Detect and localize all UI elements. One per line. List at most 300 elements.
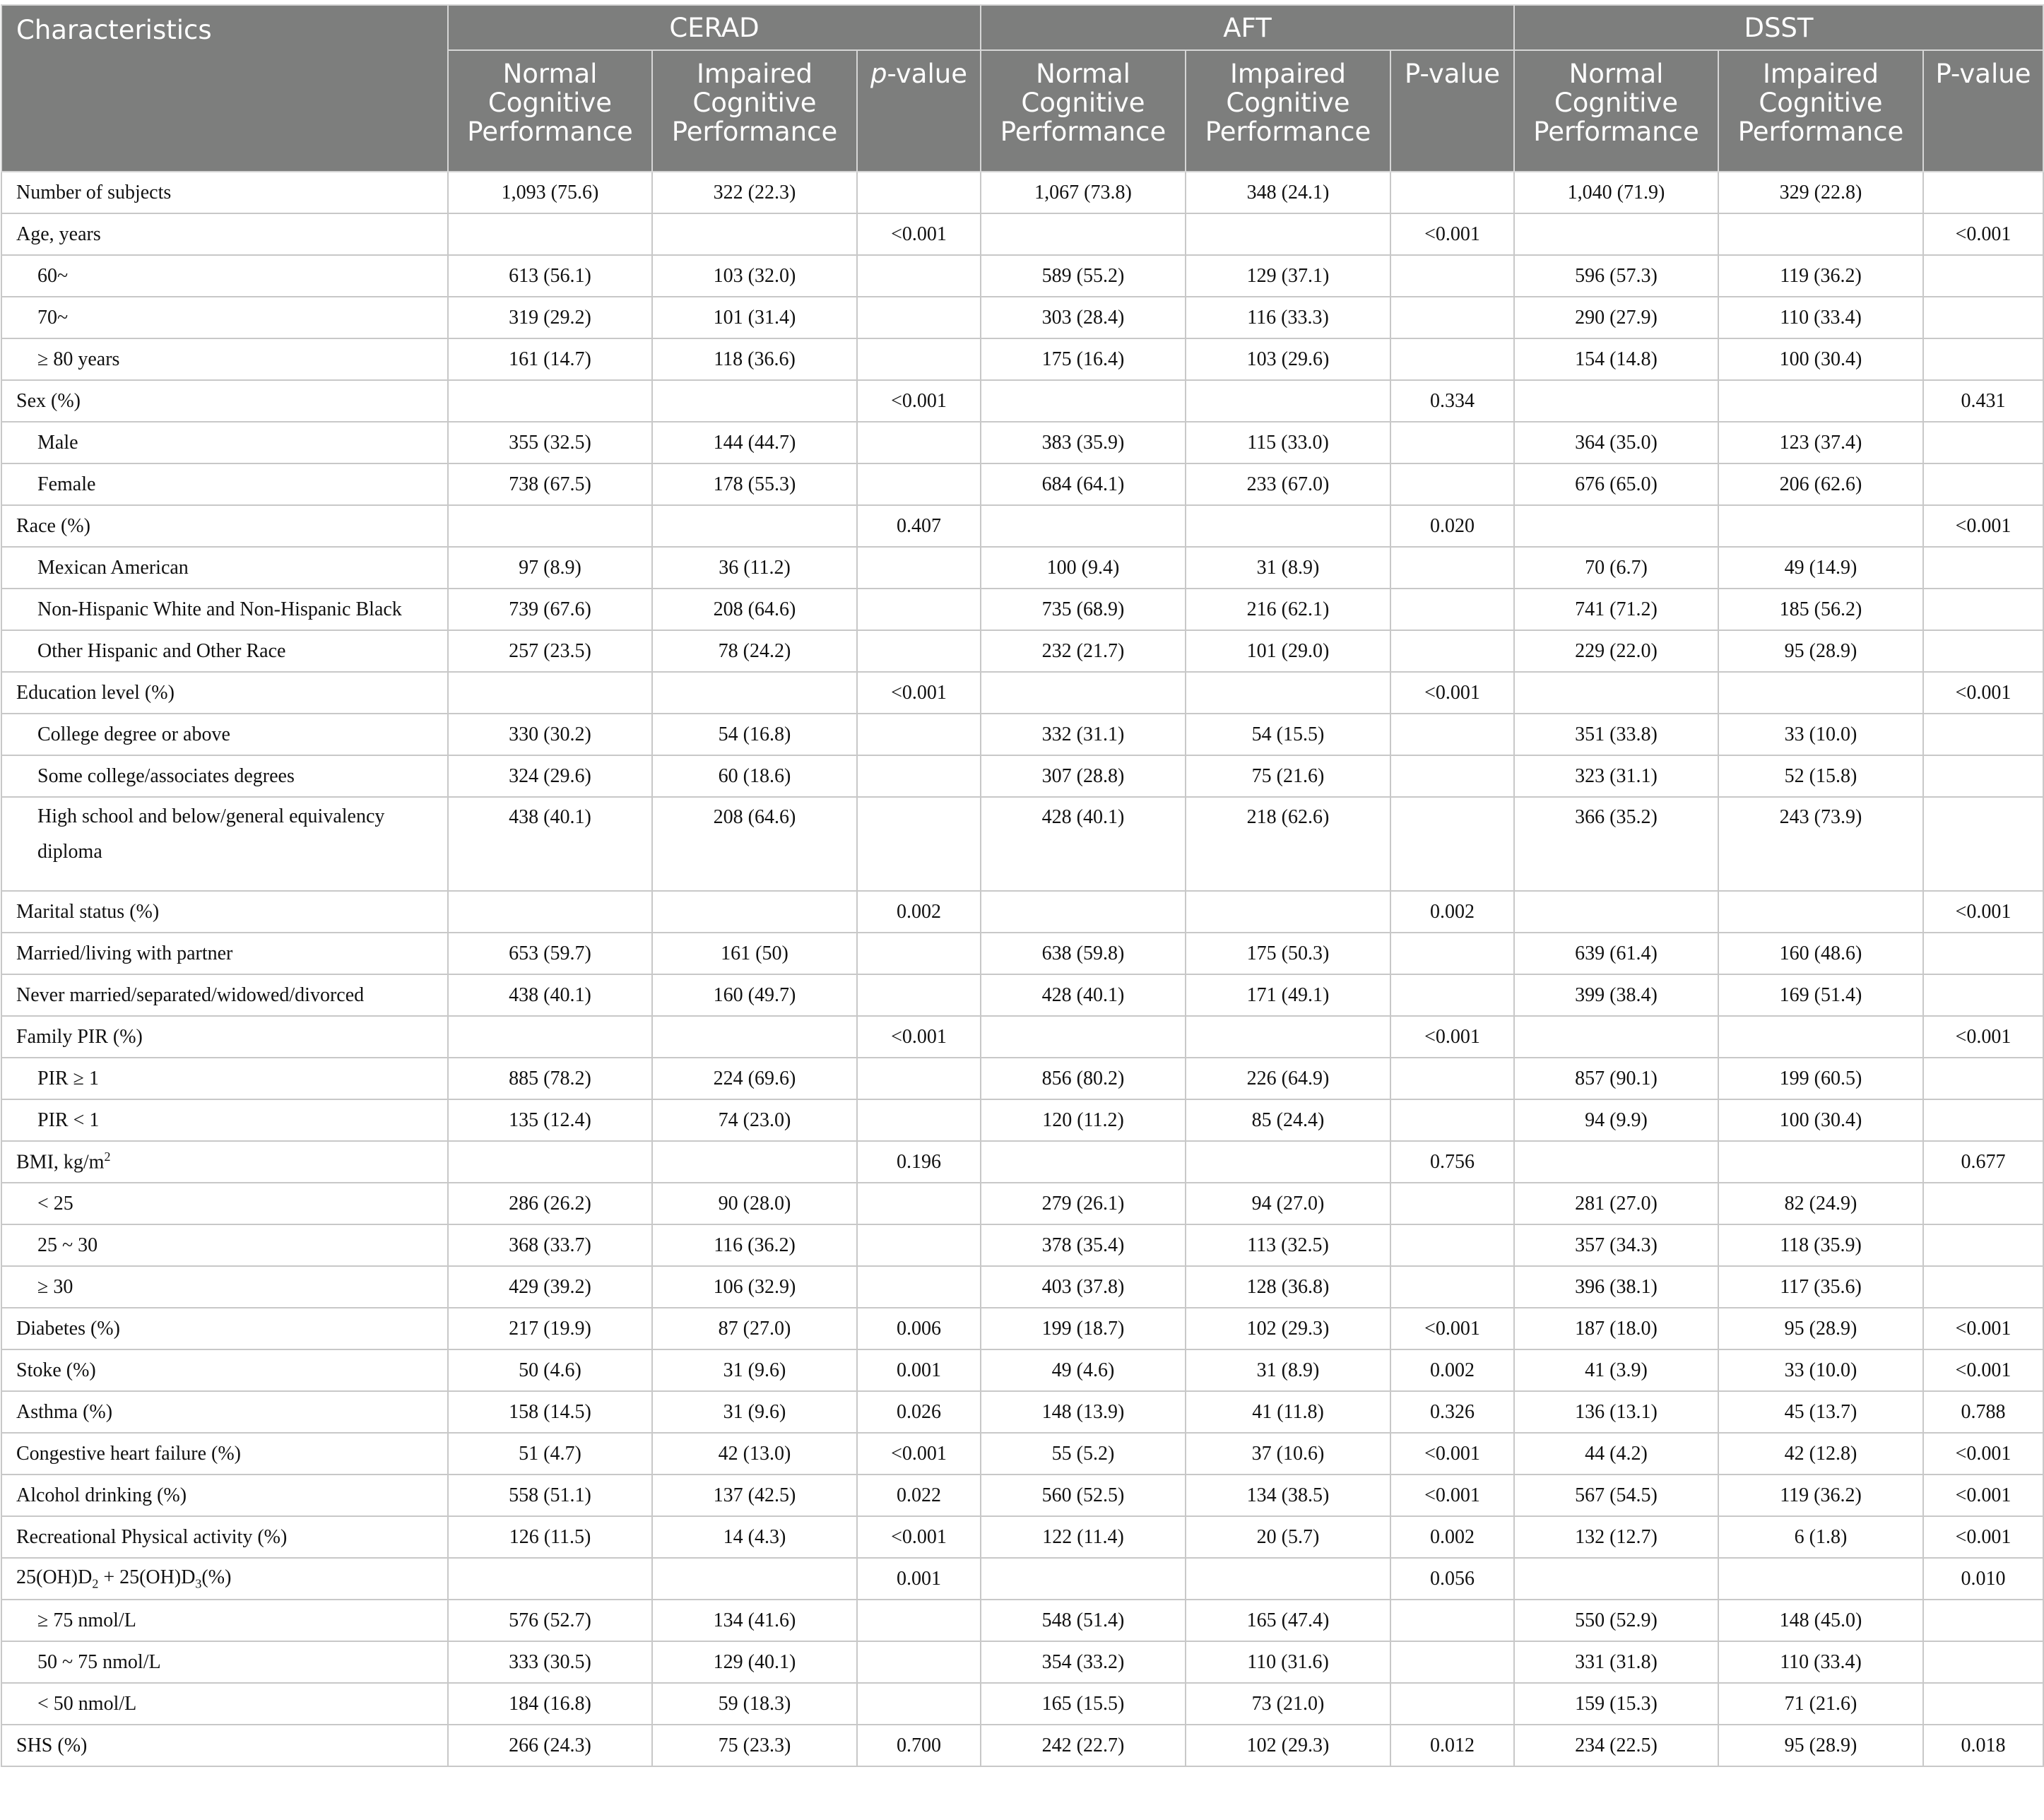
aft-normal-cell: 232 (21.7) xyxy=(981,630,1186,672)
dsst-pvalue-cell xyxy=(1923,255,2043,297)
cerad-impaired-cell: 178 (55.3) xyxy=(652,463,857,505)
dsst-normal-cell: 364 (35.0) xyxy=(1514,422,1718,463)
cerad-normal-cell xyxy=(448,380,652,422)
cerad-impaired-cell: 31 (9.6) xyxy=(652,1349,857,1391)
cerad-pvalue-cell: 0.026 xyxy=(857,1391,981,1433)
table-row xyxy=(1,213,2043,255)
table-row xyxy=(1,891,2043,933)
cerad-impaired-cell xyxy=(652,1141,857,1183)
cerad-pvalue-cell: <0.001 xyxy=(857,1016,981,1058)
row-label: ≥ 30 xyxy=(1,1266,448,1308)
dsst-impaired-cell: 148 (45.0) xyxy=(1718,1600,1923,1641)
aft-impaired-cell: 31 (8.9) xyxy=(1186,1349,1390,1391)
dsst-impaired-cell xyxy=(1718,505,1923,547)
cerad-normal-cell: 576 (52.7) xyxy=(448,1600,652,1641)
dsst-pvalue-cell: <0.001 xyxy=(1923,505,2043,547)
cerad-pvalue-cell xyxy=(857,714,981,755)
table-row xyxy=(1,1224,2043,1266)
aft-pvalue-cell xyxy=(1390,797,1514,891)
aft-impaired-cell: 175 (50.3) xyxy=(1186,933,1390,974)
dsst-normal-cell: 44 (4.2) xyxy=(1514,1433,1718,1475)
cerad-impaired-cell: 134 (41.6) xyxy=(652,1600,857,1641)
aft-impaired-cell: 115 (33.0) xyxy=(1186,422,1390,463)
dsst-pvalue-cell xyxy=(1923,933,2043,974)
cerad-pvalue-cell: 0.196 xyxy=(857,1141,981,1183)
aft-impaired-cell: 129 (37.1) xyxy=(1186,255,1390,297)
row-label: SHS (%) xyxy=(1,1725,448,1766)
table-row xyxy=(1,1475,2043,1516)
cerad-impaired-header: Impaired Cognitive Performance xyxy=(652,50,857,172)
table-row xyxy=(1,1683,2043,1725)
dsst-impaired-cell: 110 (33.4) xyxy=(1718,297,1923,338)
aft-normal-cell: 403 (37.8) xyxy=(981,1266,1186,1308)
row-label: Stoke (%) xyxy=(1,1349,448,1391)
aft-pvalue-cell: 0.002 xyxy=(1390,891,1514,933)
aft-normal-cell xyxy=(981,1016,1186,1058)
table-row xyxy=(1,297,2043,338)
aft-pvalue-cell: 0.002 xyxy=(1390,1516,1514,1558)
cerad-pvalue-cell xyxy=(857,297,981,338)
row-label: PIR ≥ 1 xyxy=(1,1058,448,1099)
cerad-pvalue-cell xyxy=(857,1099,981,1141)
cerad-normal-cell xyxy=(448,1016,652,1058)
dsst-normal-cell: 229 (22.0) xyxy=(1514,630,1718,672)
aft-impaired-cell: 110 (31.6) xyxy=(1186,1641,1390,1683)
aft-pvalue-cell xyxy=(1390,974,1514,1016)
aft-normal-cell: 378 (35.4) xyxy=(981,1224,1186,1266)
dsst-normal-cell: 596 (57.3) xyxy=(1514,255,1718,297)
dsst-impaired-cell: 199 (60.5) xyxy=(1718,1058,1923,1099)
row-label: Other Hispanic and Other Race xyxy=(1,630,448,672)
cerad-pvalue-cell: 0.700 xyxy=(857,1725,981,1766)
aft-normal-header: Normal Cognitive Performance xyxy=(981,50,1186,172)
aft-pvalue-cell: <0.001 xyxy=(1390,672,1514,714)
table-row xyxy=(1,1141,2043,1183)
characteristics-table xyxy=(1,4,2044,1767)
cerad-normal-cell xyxy=(448,1558,652,1600)
table-row xyxy=(1,255,2043,297)
row-label: PIR < 1 xyxy=(1,1099,448,1141)
dsst-pvalue-cell xyxy=(1923,589,2043,630)
aft-impaired-cell: 233 (67.0) xyxy=(1186,463,1390,505)
dsst-pvalue-cell: <0.001 xyxy=(1923,1349,2043,1391)
aft-normal-cell: 428 (40.1) xyxy=(981,797,1186,891)
dsst-normal-cell: 187 (18.0) xyxy=(1514,1308,1718,1349)
aft-impaired-cell: 37 (10.6) xyxy=(1186,1433,1390,1475)
aft-normal-cell: 856 (80.2) xyxy=(981,1058,1186,1099)
dsst-normal-cell: 281 (27.0) xyxy=(1514,1183,1718,1224)
dsst-pvalue-cell: <0.001 xyxy=(1923,1433,2043,1475)
row-label: Marital status (%) xyxy=(1,891,448,933)
cerad-normal-cell: 266 (24.3) xyxy=(448,1725,652,1766)
cerad-impaired-cell: 103 (32.0) xyxy=(652,255,857,297)
aft-normal-cell: 548 (51.4) xyxy=(981,1600,1186,1641)
cerad-impaired-cell xyxy=(652,891,857,933)
cerad-impaired-cell: 118 (36.6) xyxy=(652,338,857,380)
dsst-normal-cell: 234 (22.5) xyxy=(1514,1725,1718,1766)
dsst-normal-cell: 741 (71.2) xyxy=(1514,589,1718,630)
dsst-normal-cell: 290 (27.9) xyxy=(1514,297,1718,338)
aft-pvalue-cell: 0.756 xyxy=(1390,1141,1514,1183)
cerad-pvalue-cell: 0.002 xyxy=(857,891,981,933)
aft-impaired-cell: 102 (29.3) xyxy=(1186,1725,1390,1766)
row-label: Alcohol drinking (%) xyxy=(1,1475,448,1516)
cerad-normal-cell xyxy=(448,672,652,714)
aft-impaired-cell: 41 (11.8) xyxy=(1186,1391,1390,1433)
dsst-impaired-cell xyxy=(1718,1141,1923,1183)
cerad-impaired-cell xyxy=(652,213,857,255)
aft-pvalue-cell xyxy=(1390,172,1514,213)
table-row xyxy=(1,547,2043,589)
aft-pvalue-cell xyxy=(1390,1683,1514,1725)
aft-normal-cell: 354 (33.2) xyxy=(981,1641,1186,1683)
row-label: Congestive heart failure (%) xyxy=(1,1433,448,1475)
dsst-pvalue-cell xyxy=(1923,1224,2043,1266)
aft-impaired-cell xyxy=(1186,213,1390,255)
table-row xyxy=(1,505,2043,547)
aft-impaired-cell: 216 (62.1) xyxy=(1186,589,1390,630)
dsst-pvalue-cell xyxy=(1923,755,2043,797)
dsst-normal-cell: 550 (52.9) xyxy=(1514,1600,1718,1641)
cerad-pvalue-cell xyxy=(857,1183,981,1224)
dsst-normal-cell: 639 (61.4) xyxy=(1514,933,1718,974)
aft-impaired-cell: 54 (15.5) xyxy=(1186,714,1390,755)
table-body xyxy=(1,172,2043,1766)
table-row xyxy=(1,1600,2043,1641)
dsst-normal-cell: 567 (54.5) xyxy=(1514,1475,1718,1516)
aft-impaired-cell: 134 (38.5) xyxy=(1186,1475,1390,1516)
aft-normal-cell: 589 (55.2) xyxy=(981,255,1186,297)
cerad-impaired-cell: 42 (13.0) xyxy=(652,1433,857,1475)
dsst-impaired-cell: 33 (10.0) xyxy=(1718,1349,1923,1391)
aft-normal-cell: 279 (26.1) xyxy=(981,1183,1186,1224)
dsst-pvalue-cell xyxy=(1923,630,2043,672)
dsst-normal-cell: 70 (6.7) xyxy=(1514,547,1718,589)
aft-pvalue-cell: <0.001 xyxy=(1390,1433,1514,1475)
row-label: Mexican American xyxy=(1,547,448,589)
cerad-pvalue-cell xyxy=(857,463,981,505)
dsst-pvalue-cell: <0.001 xyxy=(1923,1308,2043,1349)
cerad-normal-cell: 97 (8.9) xyxy=(448,547,652,589)
dsst-impaired-cell: 82 (24.9) xyxy=(1718,1183,1923,1224)
dsst-impaired-cell: 49 (14.9) xyxy=(1718,547,1923,589)
cerad-group-header: CERAD xyxy=(448,5,981,50)
dsst-normal-cell: 132 (12.7) xyxy=(1514,1516,1718,1558)
aft-pvalue-cell: 0.056 xyxy=(1390,1558,1514,1600)
row-label: Some college/associates degrees xyxy=(1,755,448,797)
dsst-impaired-header: Impaired Cognitive Performance xyxy=(1718,50,1923,172)
aft-pvalue-cell xyxy=(1390,547,1514,589)
cerad-normal-cell: 158 (14.5) xyxy=(448,1391,652,1433)
cerad-impaired-cell: 129 (40.1) xyxy=(652,1641,857,1683)
aft-normal-cell: 638 (59.8) xyxy=(981,933,1186,974)
row-label: Female xyxy=(1,463,448,505)
cerad-pvalue-cell xyxy=(857,1266,981,1308)
characteristics-header: Characteristics xyxy=(1,5,448,172)
aft-pvalue-cell: <0.001 xyxy=(1390,1308,1514,1349)
aft-normal-cell: 120 (11.2) xyxy=(981,1099,1186,1141)
cerad-impaired-cell: 161 (50) xyxy=(652,933,857,974)
aft-group-header: AFT xyxy=(981,5,1514,50)
dsst-pvalue-cell: <0.001 xyxy=(1923,213,2043,255)
dsst-pvalue-cell: 0.018 xyxy=(1923,1725,2043,1766)
dsst-normal-cell xyxy=(1514,672,1718,714)
dsst-pvalue-cell xyxy=(1923,1058,2043,1099)
table-row xyxy=(1,1349,2043,1391)
cerad-normal-cell: 257 (23.5) xyxy=(448,630,652,672)
cerad-impaired-cell: 14 (4.3) xyxy=(652,1516,857,1558)
cerad-normal-cell: 613 (56.1) xyxy=(448,255,652,297)
dsst-impaired-cell: 95 (28.9) xyxy=(1718,1308,1923,1349)
row-label: ≥ 80 years xyxy=(1,338,448,380)
dsst-normal-cell xyxy=(1514,380,1718,422)
cerad-impaired-cell: 116 (36.2) xyxy=(652,1224,857,1266)
dsst-normal-cell: 331 (31.8) xyxy=(1514,1641,1718,1683)
row-label: Asthma (%) xyxy=(1,1391,448,1433)
aft-normal-cell: 684 (64.1) xyxy=(981,463,1186,505)
cerad-impaired-cell: 208 (64.6) xyxy=(652,797,857,891)
row-label: Married/living with partner xyxy=(1,933,448,974)
aft-normal-cell xyxy=(981,672,1186,714)
table-row xyxy=(1,1391,2043,1433)
cerad-impaired-cell xyxy=(652,380,857,422)
cerad-impaired-cell xyxy=(652,1016,857,1058)
cerad-pvalue-cell: 0.001 xyxy=(857,1349,981,1391)
cerad-impaired-cell: 224 (69.6) xyxy=(652,1058,857,1099)
dsst-pvalue-cell xyxy=(1923,797,2043,891)
cerad-pvalue-cell: 0.006 xyxy=(857,1308,981,1349)
cerad-normal-cell: 217 (19.9) xyxy=(448,1308,652,1349)
aft-normal-cell: 383 (35.9) xyxy=(981,422,1186,463)
aft-pvalue-cell: 0.012 xyxy=(1390,1725,1514,1766)
dsst-normal-cell: 396 (38.1) xyxy=(1514,1266,1718,1308)
dsst-normal-cell: 1,040 (71.9) xyxy=(1514,172,1718,213)
cerad-impaired-cell: 54 (16.8) xyxy=(652,714,857,755)
dsst-pvalue-header: P-value xyxy=(1923,50,2043,172)
dsst-impaired-cell: 95 (28.9) xyxy=(1718,1725,1923,1766)
table-row xyxy=(1,797,2043,891)
dsst-impaired-cell: 71 (21.6) xyxy=(1718,1683,1923,1725)
cerad-normal-cell: 330 (30.2) xyxy=(448,714,652,755)
cerad-impaired-cell: 36 (11.2) xyxy=(652,547,857,589)
aft-impaired-header: Impaired Cognitive Performance xyxy=(1186,50,1390,172)
cerad-normal-cell: 324 (29.6) xyxy=(448,755,652,797)
row-label: 60~ xyxy=(1,255,448,297)
dsst-normal-cell: 323 (31.1) xyxy=(1514,755,1718,797)
cerad-normal-cell: 51 (4.7) xyxy=(448,1433,652,1475)
dsst-group-header: DSST xyxy=(1514,5,2043,50)
cerad-normal-cell: 368 (33.7) xyxy=(448,1224,652,1266)
cerad-impaired-cell xyxy=(652,1558,857,1600)
aft-pvalue-cell: 0.334 xyxy=(1390,380,1514,422)
cerad-impaired-cell xyxy=(652,505,857,547)
cerad-pvalue-cell xyxy=(857,589,981,630)
cerad-pvalue-header: p-value xyxy=(857,50,981,172)
dsst-pvalue-cell xyxy=(1923,974,2043,1016)
aft-impaired-cell: 101 (29.0) xyxy=(1186,630,1390,672)
aft-impaired-cell: 75 (21.6) xyxy=(1186,755,1390,797)
cerad-impaired-cell: 208 (64.6) xyxy=(652,589,857,630)
cerad-normal-cell: 50 (4.6) xyxy=(448,1349,652,1391)
dsst-normal-cell xyxy=(1514,1016,1718,1058)
row-label: Recreational Physical activity (%) xyxy=(1,1516,448,1558)
aft-normal-cell xyxy=(981,891,1186,933)
cerad-pvalue-cell xyxy=(857,1641,981,1683)
table-row xyxy=(1,933,2043,974)
row-label: 50 ~ 75 nmol/L xyxy=(1,1641,448,1683)
dsst-pvalue-cell: <0.001 xyxy=(1923,1516,2043,1558)
dsst-impaired-cell: 95 (28.9) xyxy=(1718,630,1923,672)
aft-pvalue-cell xyxy=(1390,1058,1514,1099)
table-row xyxy=(1,974,2043,1016)
aft-pvalue-cell: 0.002 xyxy=(1390,1349,1514,1391)
cerad-pvalue-cell: <0.001 xyxy=(857,1433,981,1475)
dsst-normal-cell: 94 (9.9) xyxy=(1514,1099,1718,1141)
table-row xyxy=(1,1266,2043,1308)
table-row xyxy=(1,380,2043,422)
cerad-pvalue-cell xyxy=(857,1058,981,1099)
dsst-impaired-cell: 33 (10.0) xyxy=(1718,714,1923,755)
cerad-pvalue-cell xyxy=(857,172,981,213)
aft-normal-cell: 148 (13.9) xyxy=(981,1391,1186,1433)
cerad-impaired-cell: 78 (24.2) xyxy=(652,630,857,672)
aft-impaired-cell: 165 (47.4) xyxy=(1186,1600,1390,1641)
dsst-impaired-cell: 119 (36.2) xyxy=(1718,1475,1923,1516)
dsst-pvalue-cell: 0.788 xyxy=(1923,1391,2043,1433)
aft-impaired-cell xyxy=(1186,1558,1390,1600)
cerad-pvalue-cell xyxy=(857,1224,981,1266)
cerad-normal-cell: 438 (40.1) xyxy=(448,974,652,1016)
cerad-normal-cell: 161 (14.7) xyxy=(448,338,652,380)
row-label: Male xyxy=(1,422,448,463)
aft-impaired-cell: 31 (8.9) xyxy=(1186,547,1390,589)
aft-normal-cell: 242 (22.7) xyxy=(981,1725,1186,1766)
dsst-normal-cell: 154 (14.8) xyxy=(1514,338,1718,380)
aft-impaired-cell: 113 (32.5) xyxy=(1186,1224,1390,1266)
cerad-impaired-cell: 322 (22.3) xyxy=(652,172,857,213)
aft-impaired-cell: 20 (5.7) xyxy=(1186,1516,1390,1558)
dsst-pvalue-cell: 0.431 xyxy=(1923,380,2043,422)
table-row xyxy=(1,630,2043,672)
aft-pvalue-cell: 0.326 xyxy=(1390,1391,1514,1433)
dsst-normal-cell: 41 (3.9) xyxy=(1514,1349,1718,1391)
aft-pvalue-cell: 0.020 xyxy=(1390,505,1514,547)
aft-impaired-cell: 94 (27.0) xyxy=(1186,1183,1390,1224)
cerad-normal-cell: 126 (11.5) xyxy=(448,1516,652,1558)
aft-impaired-cell: 226 (64.9) xyxy=(1186,1058,1390,1099)
aft-normal-cell: 49 (4.6) xyxy=(981,1349,1186,1391)
aft-normal-cell: 428 (40.1) xyxy=(981,974,1186,1016)
cerad-impaired-cell: 59 (18.3) xyxy=(652,1683,857,1725)
row-label: $25(OH)D_2 + 25(OH)D_3(\%)$ xyxy=(1,1558,448,1600)
aft-pvalue-cell: <0.001 xyxy=(1390,1016,1514,1058)
aft-impaired-cell: 103 (29.6) xyxy=(1186,338,1390,380)
table-row xyxy=(1,755,2043,797)
dsst-pvalue-cell xyxy=(1923,714,2043,755)
dsst-impaired-cell: 52 (15.8) xyxy=(1718,755,1923,797)
aft-normal-cell xyxy=(981,1558,1186,1600)
dsst-pvalue-cell xyxy=(1923,547,2043,589)
cerad-normal-cell: 1,093 (75.6) xyxy=(448,172,652,213)
aft-pvalue-cell xyxy=(1390,1183,1514,1224)
row-label: Sex (%) xyxy=(1,380,448,422)
cerad-impaired-cell xyxy=(652,672,857,714)
aft-normal-cell xyxy=(981,1141,1186,1183)
aft-normal-cell xyxy=(981,380,1186,422)
cerad-pvalue-cell xyxy=(857,797,981,891)
cerad-pvalue-cell xyxy=(857,1683,981,1725)
dsst-pvalue-cell xyxy=(1923,463,2043,505)
dsst-impaired-cell: 42 (12.8) xyxy=(1718,1433,1923,1475)
dsst-pvalue-cell xyxy=(1923,297,2043,338)
dsst-pvalue-cell xyxy=(1923,1641,2043,1683)
cerad-normal-cell: 885 (78.2) xyxy=(448,1058,652,1099)
row-label: Age, years xyxy=(1,213,448,255)
aft-normal-cell: 332 (31.1) xyxy=(981,714,1186,755)
dsst-impaired-cell xyxy=(1718,891,1923,933)
aft-normal-cell xyxy=(981,213,1186,255)
cerad-normal-cell xyxy=(448,213,652,255)
cerad-impaired-cell: 90 (28.0) xyxy=(652,1183,857,1224)
dsst-pvalue-cell: <0.001 xyxy=(1923,891,2043,933)
cerad-normal-cell: 184 (16.8) xyxy=(448,1683,652,1725)
cerad-pvalue-cell xyxy=(857,1600,981,1641)
cerad-normal-cell xyxy=(448,505,652,547)
dsst-pvalue-cell: <0.001 xyxy=(1923,1016,2043,1058)
row-label: Never married/separated/widowed/divorced xyxy=(1,974,448,1016)
dsst-pvalue-cell xyxy=(1923,422,2043,463)
dsst-impaired-cell xyxy=(1718,1016,1923,1058)
aft-normal-cell: 165 (15.5) xyxy=(981,1683,1186,1725)
aft-normal-cell: 560 (52.5) xyxy=(981,1475,1186,1516)
table-row xyxy=(1,1016,2043,1058)
table-row xyxy=(1,1558,2043,1600)
row-label: High school and below/general equivalency diploma xyxy=(1,797,448,891)
aft-pvalue-cell xyxy=(1390,422,1514,463)
aft-pvalue-cell xyxy=(1390,755,1514,797)
dsst-impaired-cell: 100 (30.4) xyxy=(1718,1099,1923,1141)
aft-pvalue-cell xyxy=(1390,1266,1514,1308)
aft-impaired-cell xyxy=(1186,891,1390,933)
dsst-impaired-cell xyxy=(1718,213,1923,255)
table-row xyxy=(1,1183,2043,1224)
aft-impaired-cell: 348 (24.1) xyxy=(1186,172,1390,213)
cerad-pvalue-cell: 0.001 xyxy=(857,1558,981,1600)
dsst-impaired-cell: 110 (33.4) xyxy=(1718,1641,1923,1683)
row-label: < 25 xyxy=(1,1183,448,1224)
aft-pvalue-cell xyxy=(1390,1224,1514,1266)
dsst-pvalue-cell: 0.677 xyxy=(1923,1141,2043,1183)
dsst-impaired-cell: 100 (30.4) xyxy=(1718,338,1923,380)
dsst-pvalue-cell xyxy=(1923,1266,2043,1308)
aft-normal-cell: 100 (9.4) xyxy=(981,547,1186,589)
cerad-normal-cell: 355 (32.5) xyxy=(448,422,652,463)
cerad-impaired-cell: 144 (44.7) xyxy=(652,422,857,463)
dsst-pvalue-cell xyxy=(1923,1099,2043,1141)
dsst-pvalue-cell xyxy=(1923,1183,2043,1224)
aft-pvalue-cell xyxy=(1390,463,1514,505)
row-label: College degree or above xyxy=(1,714,448,755)
dsst-impaired-cell xyxy=(1718,1558,1923,1600)
aft-normal-cell: 735 (68.9) xyxy=(981,589,1186,630)
dsst-pvalue-cell xyxy=(1923,172,2043,213)
cerad-impaired-cell: 31 (9.6) xyxy=(652,1391,857,1433)
dsst-pvalue-cell: <0.001 xyxy=(1923,672,2043,714)
aft-impaired-cell: 128 (36.8) xyxy=(1186,1266,1390,1308)
dsst-normal-cell: 366 (35.2) xyxy=(1514,797,1718,891)
row-label: Race (%) xyxy=(1,505,448,547)
aft-pvalue-cell xyxy=(1390,1600,1514,1641)
